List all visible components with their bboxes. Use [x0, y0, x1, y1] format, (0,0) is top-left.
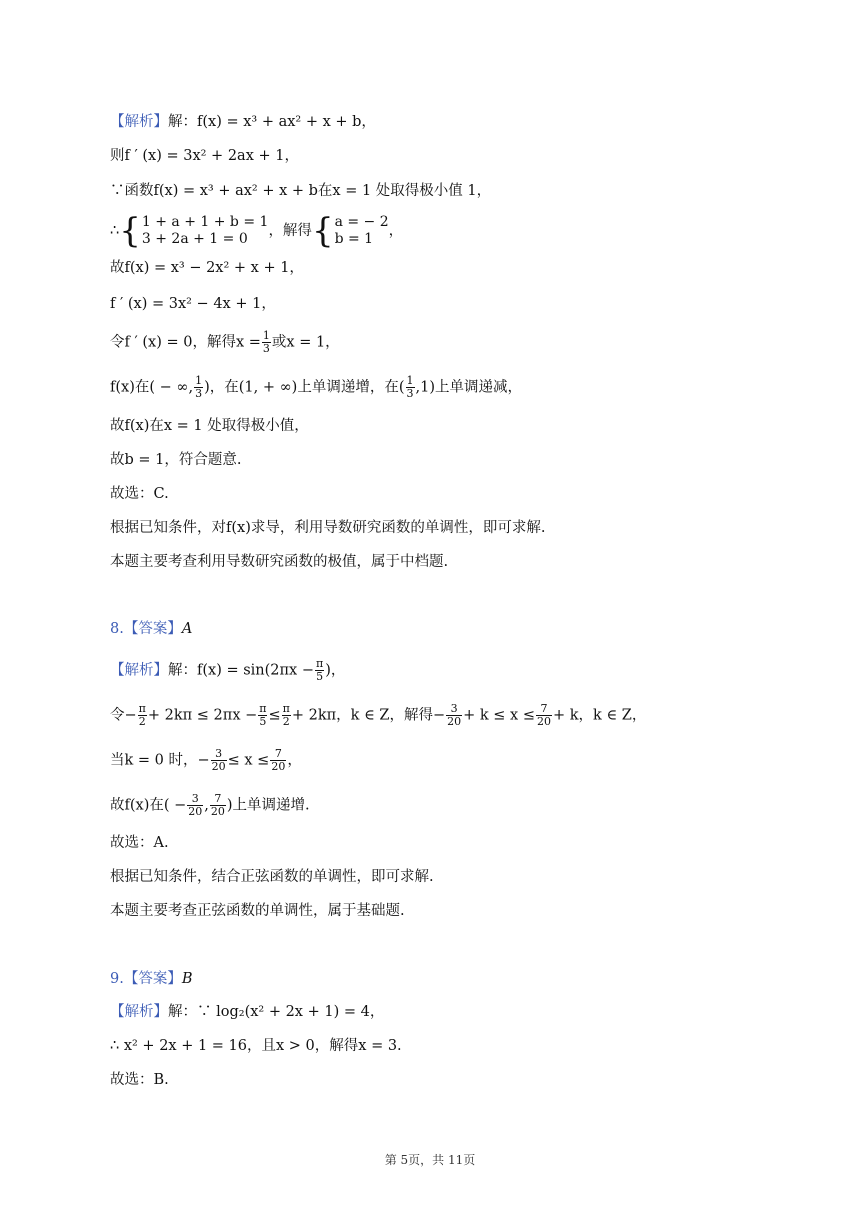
q8-analysis-line-2: 令− $\frac{\pi}{2}$ + 2kπ ≤ 2πx − $\frac{\pi}{5}$ ≤ $\frac{\pi}{2}$ + 2kπ，k ∈ Z，解得− $\frac{3}{20}$ + k ≤ x ≤ $\frac{7}{20}$ + k，k ∈ Z，	[110, 702, 647, 728]
analysis-line-6: f ′ (x) = 3x² − 4x + 1，	[110, 296, 276, 312]
page-footer: 第 5页，共 11页	[384, 1153, 476, 1167]
q9-analysis-line-2: ∴ x² + 2x + 1 = 16，且x > 0，解得x = 3.	[110, 1038, 402, 1054]
analysis-line-9: 故f(x)在x = 1 处取得极小值，	[110, 418, 309, 434]
analysis-line-10: 故b = 1，符合题意.	[110, 452, 242, 468]
equation-system-line: ∴{ 1 + a + 1 + b = 1 3 + 2a + 1 = 0 ，解得{ a = − 2 b = 1 ，	[110, 211, 404, 251]
question-8-answer: 8.【答案】A	[110, 621, 193, 637]
fraction: $\frac{\pi}{5}$	[259, 702, 267, 728]
analysis-line-12: 根据已知条件，对f(x)求导，利用导数研究函数的单调性，即可求解.	[110, 520, 546, 536]
fraction: $\frac{7}{20}$	[210, 792, 225, 818]
analysis-line-2: 则f ′ (x) = 3x² + 2ax + 1，	[110, 148, 299, 164]
fraction: $\frac{\pi}{2}$	[138, 702, 146, 728]
q8-analysis-line-4: 故f(x)在( − $\frac{3}{20}$ , $\frac{7}{20}$ )上单调递增.	[110, 792, 310, 818]
analysis-line-5: 故f(x) = x³ − 2x² + x + 1，	[110, 260, 304, 276]
analysis-line-3: ∵函数f(x) = x³ + ax² + x + b在x = 1 处取得极小值 1，	[110, 183, 492, 199]
analysis-line-1: 【解析】解：f(x) = x³ + ax² + x + b，	[110, 114, 376, 130]
q8-analysis-line-3: 当k = 0 时，− $\frac{3}{20}$ ≤ x ≤ $\frac{7}{20}$ ，	[110, 747, 302, 773]
q8-analysis-line-7: 本题主要考查正弦函数的单调性，属于基础题.	[110, 903, 405, 919]
fraction: $\frac{7}{20}$	[537, 702, 551, 728]
analysis-line-13: 本题主要考查利用导数研究函数的极值，属于中档题.	[110, 554, 449, 570]
q8-analysis-line-5: 故选：A.	[110, 835, 169, 851]
fraction: $\frac{1}{3}$	[406, 374, 414, 400]
fraction: $\frac{3}{20}$	[211, 747, 226, 773]
fraction: $\frac{\pi}{5}$	[316, 657, 324, 683]
q8-analysis-line-6: 根据已知条件，结合正弦函数的单调性，即可求解.	[110, 869, 434, 885]
fraction: $\frac{3}{20}$	[188, 792, 203, 818]
fraction: $\frac{1}{3}$	[195, 374, 203, 400]
analysis-tag: 【解析】	[110, 114, 168, 130]
fraction: $\frac{\pi}{2}$	[282, 702, 290, 728]
equation-system: 1 + a + 1 + b = 1 3 + 2a + 1 = 0	[141, 214, 269, 247]
analysis-line-11: 故选：C.	[110, 486, 169, 502]
fraction: $\frac{7}{20}$	[271, 747, 286, 773]
q9-analysis-line-3: 故选：B.	[110, 1072, 169, 1088]
fraction: $\frac{1}{3}$	[262, 329, 270, 355]
solution-system: a = − 2 b = 1	[334, 214, 389, 247]
question-9-answer: 9.【答案】B	[110, 971, 193, 987]
analysis-line-8: f(x)在( − ∞, $\frac{1}{3}$ )，在(1, + ∞)上单调递增，在( $\frac{1}{3}$ ,1)上单调递减，	[110, 374, 522, 400]
analysis-line-7: 令f ′ (x) = 0，解得x = $\frac{1}{3}$ 或x = 1，	[110, 329, 340, 355]
fraction: $\frac{3}{20}$	[447, 702, 462, 728]
q9-analysis-line-1: 【解析】解：∵ log₂(x² + 2x + 1) = 4，	[110, 1004, 385, 1020]
q8-analysis-line-1: 【解析】解：f(x) = sin(2πx − $\frac{\pi}{5}$ )，	[110, 657, 346, 683]
